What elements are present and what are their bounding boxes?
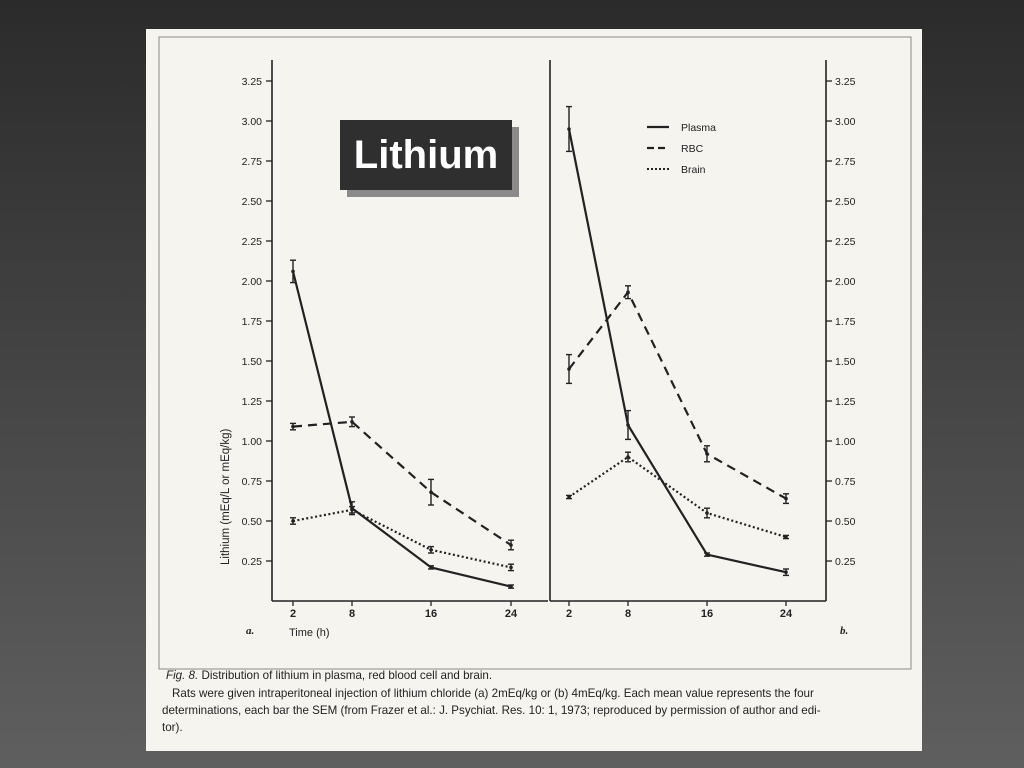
y-tick-label: 0.75 xyxy=(241,476,262,488)
figure-number: Fig. 8. xyxy=(166,669,199,682)
y-tick-label: 3.00 xyxy=(241,116,262,128)
data-point xyxy=(567,367,571,371)
x-tick-label: 8 xyxy=(624,608,632,620)
y-tick-label: 2.25 xyxy=(241,236,262,248)
figure-caption-title xyxy=(166,667,926,684)
y-tick-label: 2.50 xyxy=(835,196,856,208)
panel-a-label: a. xyxy=(246,625,255,637)
x-tick-label: 24 xyxy=(504,608,518,620)
data-point xyxy=(509,566,513,570)
y-tick-label: 3.25 xyxy=(835,76,856,88)
data-point xyxy=(350,508,354,512)
y-tick-label: 3.25 xyxy=(241,76,262,88)
data-point xyxy=(291,270,295,274)
y-tick-label: 1.25 xyxy=(835,396,856,408)
y-tick-label: 3.00 xyxy=(835,116,856,128)
data-point xyxy=(567,127,571,131)
x-tick-label: 2 xyxy=(565,608,573,620)
data-point xyxy=(626,290,630,294)
y-tick-label: 2.75 xyxy=(835,156,856,168)
x-tick-label: 8 xyxy=(348,608,356,620)
y-tick-label: 0.25 xyxy=(241,556,262,568)
figure-caption-body xyxy=(162,685,918,736)
y-tick-label: 1.25 xyxy=(241,396,262,408)
legend-plasma-label: Plasma xyxy=(681,122,717,134)
y-tick-label: 2.50 xyxy=(241,196,262,208)
y-tick-label: 2.00 xyxy=(241,276,262,288)
y-tick-label: 1.75 xyxy=(835,316,856,328)
data-point xyxy=(705,452,709,456)
series-plasma-line xyxy=(293,271,511,586)
caption-line-3: tor). xyxy=(162,721,183,734)
y-tick-label: 0.75 xyxy=(835,476,856,488)
data-point xyxy=(429,490,433,494)
data-point xyxy=(705,553,709,557)
data-point xyxy=(429,548,433,552)
data-point xyxy=(784,497,788,501)
series-rbc-line xyxy=(293,422,511,545)
data-point xyxy=(567,495,571,499)
caption-line-1: Rats were given intraperitoneal injection of lithium chloride (a) 2mEq/kg or (b) 4mEq/kg. Each mean value represents the four xyxy=(172,687,814,700)
y-axis-label: Lithium (mEq/L or mEq/kg) xyxy=(220,428,232,565)
caption-line-2: determinations, each bar the SEM (from Frazer et al.: J. Psychiat. Res. 10: 1, 1973; reproduced by permission of author and edi- xyxy=(162,704,821,717)
panel-b-label: b. xyxy=(840,625,849,637)
x-tick-label: 2 xyxy=(289,608,297,620)
data-point xyxy=(626,423,630,427)
y-tick-label: 2.00 xyxy=(835,276,856,288)
series-rbc-line xyxy=(569,292,786,498)
series-plasma-line xyxy=(569,129,786,572)
legend-rbc-label: RBC xyxy=(681,143,704,155)
x-tick-label: 16 xyxy=(424,608,438,620)
y-tick-label: 1.75 xyxy=(241,316,262,328)
x-tick-label: 24 xyxy=(779,608,793,620)
legend xyxy=(647,122,716,176)
x-axis-label: Time (h) xyxy=(289,627,330,639)
data-point xyxy=(626,455,630,459)
legend-brain-label: Brain xyxy=(681,164,706,176)
slide-title: Lithium xyxy=(340,120,512,190)
y-tick-label: 1.00 xyxy=(241,436,262,448)
y-tick-label: 1.50 xyxy=(241,356,262,368)
series-brain-line xyxy=(293,510,511,568)
y-tick-label: 1.50 xyxy=(835,356,856,368)
data-point xyxy=(509,543,513,547)
data-point xyxy=(784,570,788,574)
data-point xyxy=(350,420,354,424)
y-tick-label: 2.75 xyxy=(241,156,262,168)
y-tick-label: 1.00 xyxy=(835,436,856,448)
x-tick-label: 16 xyxy=(700,608,714,620)
figure-title: Distribution of lithium in plasma, red blood cell and brain. xyxy=(201,669,493,682)
data-point xyxy=(291,519,295,523)
y-tick-label: 2.25 xyxy=(835,236,856,248)
data-point xyxy=(291,425,295,429)
data-point xyxy=(509,585,513,589)
series-brain-line xyxy=(569,457,786,537)
data-point xyxy=(784,535,788,539)
y-tick-label: 0.50 xyxy=(241,516,262,528)
y-tick-label: 0.50 xyxy=(835,516,856,528)
data-point xyxy=(429,566,433,570)
data-point xyxy=(705,511,709,515)
y-tick-label: 0.25 xyxy=(835,556,856,568)
